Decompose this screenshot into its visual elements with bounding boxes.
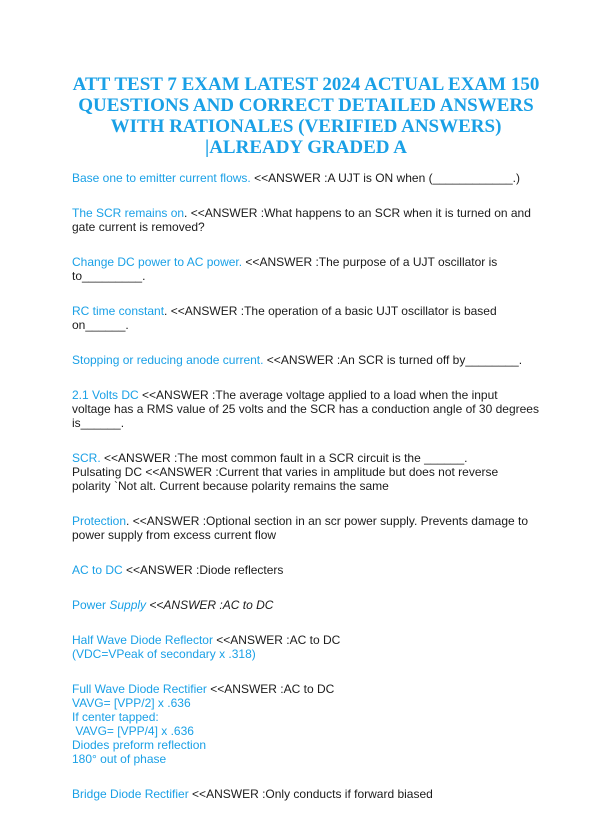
answer-term: Stopping or reducing anode current. bbox=[72, 353, 264, 367]
qa-entry bbox=[72, 388, 547, 430]
question-text: <<ANSWER :The average voltage applied to a load when the input bbox=[138, 388, 498, 402]
answer-term: SCR. bbox=[72, 451, 101, 465]
answer-term: The SCR remains on bbox=[72, 206, 185, 220]
question-text: <<ANSWER :The most common fault in a SCR circuit is the ______. bbox=[100, 451, 468, 465]
question-text: polarity `Not alt. Current because polarity remains the same bbox=[72, 479, 389, 493]
formula-text: 180° out of phase bbox=[72, 752, 167, 766]
answer-term: Protection bbox=[72, 514, 127, 528]
title-line: QUESTIONS AND CORRECT DETAILED ANSWERS bbox=[78, 95, 534, 116]
question-text: <<ANSWER :AC to DC bbox=[206, 682, 335, 696]
title-line: |ALREADY GRADED A bbox=[205, 137, 407, 158]
qa-entry bbox=[72, 598, 547, 612]
qa-list bbox=[72, 171, 547, 822]
question-text: <<ANSWER :AC to DC bbox=[146, 598, 274, 612]
formula-text: VAVG= [VPP/2] x .636 bbox=[72, 696, 191, 710]
answer-term: AC to DC bbox=[72, 563, 123, 577]
qa-entry bbox=[72, 206, 547, 234]
question-text: gate current is removed? bbox=[72, 220, 205, 234]
answer-term: Change DC power to AC power. bbox=[72, 255, 243, 269]
question-text: to_________. bbox=[72, 269, 146, 283]
question-text: . <<ANSWER :The operation of a basic UJT oscillator is based bbox=[164, 304, 497, 318]
qa-entry bbox=[72, 353, 547, 367]
answer-term: RC time constant bbox=[72, 304, 165, 318]
title-line: ATT TEST 7 EXAM LATEST 2024 ACTUAL EXAM 150 bbox=[72, 74, 540, 95]
qa-entry bbox=[72, 171, 547, 185]
question-text: <<ANSWER :AC to DC bbox=[212, 633, 341, 647]
document-title bbox=[40, 74, 572, 158]
question-text: <<ANSWER :An SCR is turned off by________. bbox=[263, 353, 523, 367]
qa-entry bbox=[72, 451, 547, 493]
question-text: voltage has a RMS value of 25 volts and the SCR has a conduction angle of 30 degrees bbox=[72, 402, 539, 416]
qa-entry bbox=[72, 682, 547, 766]
title-line: WITH RATIONALES (VERIFIED ANSWERS) bbox=[110, 116, 502, 137]
answer-term: Full Wave Diode Rectifier bbox=[72, 682, 207, 696]
qa-entry bbox=[72, 255, 547, 283]
qa-entry bbox=[72, 563, 547, 577]
formula-text: If center tapped: bbox=[72, 710, 159, 724]
formula-text: (VDC=VPeak of secondary x .318) bbox=[72, 647, 256, 661]
qa-entry bbox=[72, 514, 547, 542]
question-text: Pulsating DC <<ANSWER :Current that varies in amplitude but does not reverse bbox=[72, 465, 499, 479]
qa-entry bbox=[72, 633, 547, 661]
answer-term-italic: Supply bbox=[109, 598, 147, 612]
question-text: <<ANSWER :Diode reflecters bbox=[122, 563, 284, 577]
question-text: . <<ANSWER :What happens to an SCR when it is turned on and bbox=[184, 206, 531, 220]
question-text: <<ANSWER :The purpose of a UJT oscillator is bbox=[242, 255, 498, 269]
formula-text: Diodes preform reflection bbox=[72, 738, 207, 752]
question-text: on______. bbox=[72, 318, 129, 332]
answer-term: Bridge Diode Rectifier bbox=[72, 787, 189, 801]
formula-text: VAVG= [VPP/4] x .636 bbox=[72, 724, 194, 738]
qa-entry bbox=[72, 304, 547, 332]
qa-entry bbox=[72, 787, 547, 801]
question-text: <<ANSWER :A UJT is ON when (____________.) bbox=[250, 171, 520, 185]
answer-term: Power bbox=[72, 598, 110, 612]
answer-term: 2.1 Volts DC bbox=[72, 388, 139, 402]
question-text: is______. bbox=[72, 416, 125, 430]
question-text: power supply from excess current flow bbox=[72, 528, 277, 542]
question-text: . <<ANSWER :Optional section in an scr power supply. Prevents damage to bbox=[126, 514, 529, 528]
answer-term: Base one to emitter current flows. bbox=[72, 171, 251, 185]
question-text: <<ANSWER :Only conducts if forward biased bbox=[188, 787, 433, 801]
answer-term: Half Wave Diode Reflector bbox=[72, 633, 213, 647]
